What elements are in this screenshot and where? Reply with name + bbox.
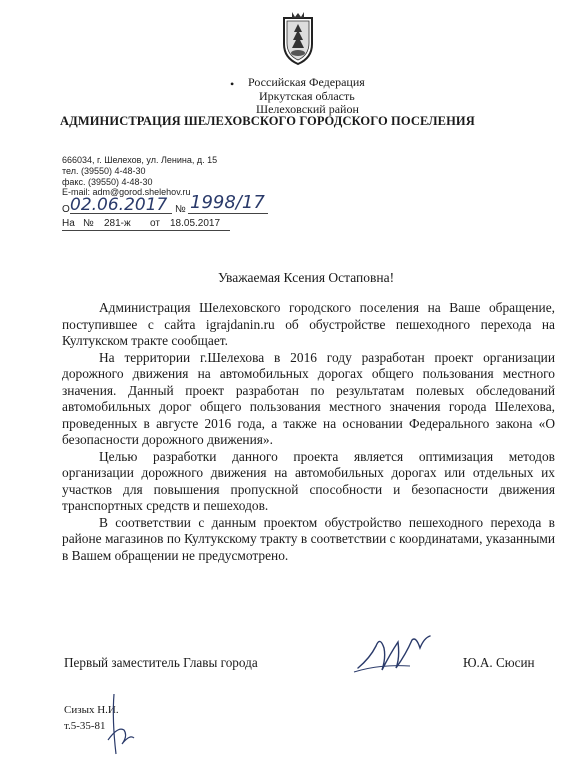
outgoing-number-underline <box>188 213 268 214</box>
coat-of-arms-emblem <box>278 10 318 66</box>
signatory-position: Первый заместитель Главы города <box>64 655 258 670</box>
executor-name: Сизых Н.И. <box>64 704 119 716</box>
paragraph: В соответствии с данным проектом обустройство пешеходного перехода в районе магазинов по Култукскому тракту в соответствии с координатами, указанными в Вашем обращении не предусмотрено. <box>62 514 555 563</box>
reply-ot-label: от <box>150 218 160 229</box>
fax-line: факс. (39550) 4-48-30 <box>62 177 153 187</box>
letter-body <box>62 300 555 564</box>
paragraph: Целью разработки данного проекта является оптимизация методов организации дорожного движения на автомобильных дорогах или отдельных их участков для повышения пропускной способности и безопасности движения транспортных средств и пешеходов. <box>62 448 555 513</box>
executor-initials-mark <box>100 690 140 760</box>
reply-number: 281-ж <box>104 218 131 229</box>
organization-title: АДМИНИСТРАЦИЯ ШЕЛЕХОВСКОГО ГОРОДСКОГО ПОСЕЛЕНИЯ <box>60 114 475 128</box>
letterhead-region: Иркутская область <box>259 89 355 103</box>
address-line: 666034, г. Шелехов, ул. Ленина, д. 15 <box>62 155 218 165</box>
signatory-name: Ю.А. Сюсин <box>463 655 535 670</box>
letterhead-country: Российская Федерация <box>248 75 365 89</box>
paragraph: На территории г.Шелехова в 2016 году разработан проект организации дорожного движения на автомобильных дорогах общего пользования местного значения. Данный проект разработан по результатам полевых обследований автомобильных дорог общего пользования местного значения города Шелехова, проведенных в августе 2016 года, а также на основании Федерального закона «О безопасности дорожного движения». <box>62 349 555 447</box>
bullet-mark: • <box>230 77 235 91</box>
outgoing-number-label: № <box>175 204 186 215</box>
letterhead-district: Шелеховский район <box>256 102 359 116</box>
reply-number-label: № <box>83 218 94 229</box>
outgoing-number-handwritten: 1998/17 <box>190 192 265 213</box>
paragraph: Администрация Шелеховского городского поселения на Ваше обращение, поступившее с сайта igrajdanin.ru об обустройстве пешеходного перехода на Култукском тракте сообщает. <box>62 300 555 348</box>
reply-date: 18.05.2017 <box>170 218 221 229</box>
outgoing-date-handwritten: 02.06.2017 <box>70 195 168 215</box>
outgoing-prefix: О <box>62 204 70 215</box>
executor-phone: т.5-35-81 <box>64 720 106 732</box>
reply-na-label: На <box>62 218 75 229</box>
handwritten-signature <box>350 628 440 678</box>
email-line: E-mail: adm@gorod.shelehov.ru <box>62 187 191 197</box>
phone-line: тел. (39550) 4-48-30 <box>62 166 146 176</box>
salutation: Уважаемая Ксения Остаповна! <box>218 270 395 285</box>
reply-underline <box>62 230 230 231</box>
